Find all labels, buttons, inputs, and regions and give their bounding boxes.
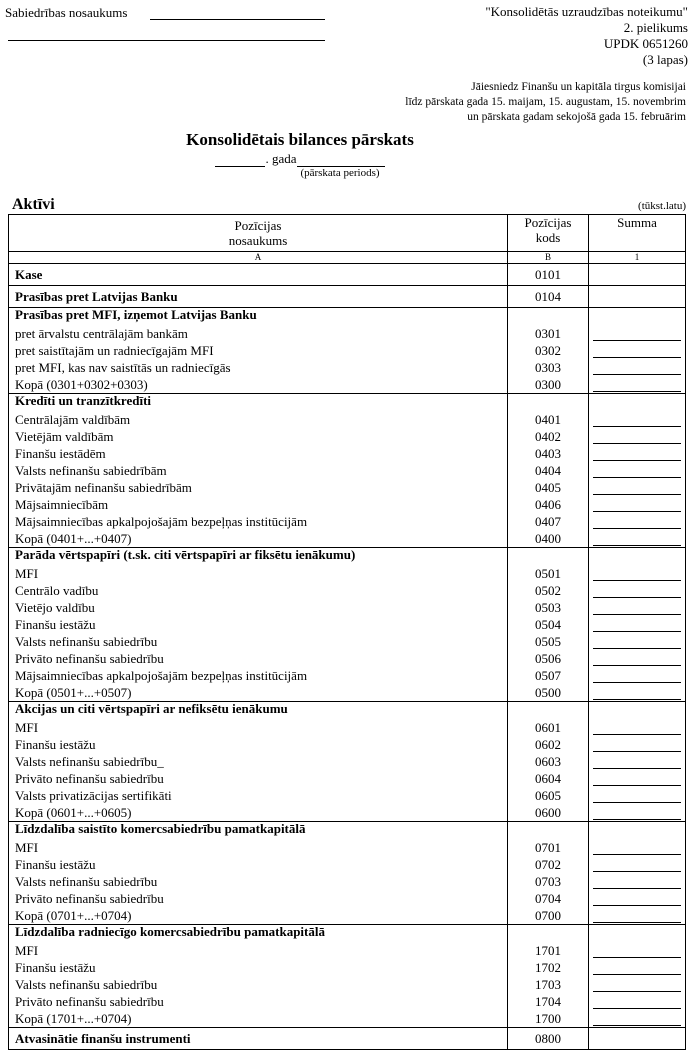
sum-input-line[interactable] [593, 648, 681, 649]
group-title: Akcijas un citi vērtspapīri ar nefiksētu ienākumu [9, 702, 508, 720]
table-row [9, 496, 686, 513]
sum-input-line[interactable] [593, 768, 681, 769]
row-code: 0101 [508, 264, 589, 286]
sum-cell[interactable] [589, 856, 686, 873]
row-code [508, 548, 589, 566]
row-label: Finanšu iestāžu [9, 736, 508, 753]
row-label: MFI [9, 942, 508, 959]
row-label: Kopā (0501+...+0507) [9, 684, 508, 702]
row-label: Prasības pret Latvijas Banku [9, 286, 508, 308]
row-code: 0403 [508, 445, 589, 462]
row-code: 0401 [508, 411, 589, 428]
sum-cell[interactable] [589, 286, 686, 308]
table-row [9, 736, 686, 753]
row-code: 0507 [508, 667, 589, 684]
sum-cell [589, 822, 686, 840]
row-code: 0800 [508, 1028, 589, 1050]
sum-cell[interactable] [589, 890, 686, 907]
row-code: 1702 [508, 959, 589, 976]
column-letter-1: 1 [589, 252, 686, 264]
table-row [9, 787, 686, 804]
row-code: 0601 [508, 719, 589, 736]
sum-cell[interactable] [589, 787, 686, 804]
sum-cell[interactable] [589, 839, 686, 856]
units-label: (tūkst.latu) [638, 200, 686, 212]
sum-cell[interactable] [589, 530, 686, 548]
row-code: 0503 [508, 599, 589, 616]
company-name-line[interactable] [150, 19, 325, 20]
table-body [9, 264, 686, 1050]
sum-input-line[interactable] [593, 597, 681, 598]
table-row [9, 633, 686, 650]
sum-input-line[interactable] [593, 802, 681, 803]
row-code: 0500 [508, 684, 589, 702]
row-code: 0405 [508, 479, 589, 496]
year-input-line[interactable] [215, 154, 265, 167]
sum-input-line[interactable] [593, 957, 681, 958]
row-label: pret MFI, kas nav saistītās un radniecīgās [9, 359, 508, 376]
sum-cell[interactable] [589, 496, 686, 513]
year-suffix: . gada [265, 151, 297, 166]
sum-input-line[interactable] [593, 528, 681, 529]
sum-input-line[interactable] [593, 1025, 681, 1026]
sum-cell[interactable] [589, 667, 686, 684]
sum-input-line[interactable] [593, 426, 681, 427]
group-title: Prasības pret MFI, izņemot Latvijas Banku [9, 308, 508, 326]
sum-input-line[interactable] [593, 665, 681, 666]
sum-cell[interactable] [589, 479, 686, 496]
sum-input-line[interactable] [593, 888, 681, 889]
period-input-line[interactable] [297, 154, 385, 167]
row-code: 0407 [508, 513, 589, 530]
table-row [9, 462, 686, 479]
sum-cell[interactable] [589, 376, 686, 394]
row-label: Kopā (0701+...+0704) [9, 907, 508, 925]
row-code [508, 822, 589, 840]
row-code: 0701 [508, 839, 589, 856]
group-title: Līdzdalība saistīto komercsabiedrību pamatkapitālā [9, 822, 508, 840]
row-code: 1700 [508, 1010, 589, 1028]
row-label: Valsts privatizācijas sertifikāti [9, 787, 508, 804]
year-line [0, 151, 600, 167]
table-row [9, 667, 686, 684]
sum-input-line[interactable] [593, 580, 681, 581]
table-row [9, 411, 686, 428]
sum-cell[interactable] [589, 616, 686, 633]
sum-input-line[interactable] [593, 871, 681, 872]
row-label: Privāto nefinanšu sabiedrību [9, 650, 508, 667]
form-code: UPDK 0651260 [603, 36, 688, 51]
table-row [9, 308, 686, 326]
sum-input-line[interactable] [593, 991, 681, 992]
row-label: Valsts nefinanšu sabiedrību_ [9, 753, 508, 770]
table-row [9, 565, 686, 582]
group-title: Kredīti un tranzītkredīti [9, 394, 508, 412]
sum-cell [589, 394, 686, 412]
sum-input-line[interactable] [593, 374, 681, 375]
page-count: (3 lapas) [642, 52, 688, 67]
sum-cell[interactable] [589, 264, 686, 286]
row-label: Valsts nefinanšu sabiedrībām [9, 462, 508, 479]
table-row [9, 479, 686, 496]
appendix-number: 2. pielikums [623, 20, 688, 35]
sum-cell[interactable] [589, 1028, 686, 1050]
column-header-name [9, 215, 508, 252]
sum-input-line[interactable] [593, 682, 681, 683]
table-row [9, 684, 686, 702]
sum-input-line[interactable] [593, 699, 681, 700]
row-label: Vietējām valdībām [9, 428, 508, 445]
row-label: pret ārvalstu centrālajām bankām [9, 325, 508, 342]
sum-input-line[interactable] [593, 734, 681, 735]
sum-cell[interactable] [589, 513, 686, 530]
sum-cell[interactable] [589, 462, 686, 479]
row-label: Kopā (0401+...+0407) [9, 530, 508, 548]
sum-cell[interactable] [589, 804, 686, 822]
sum-cell[interactable] [589, 770, 686, 787]
sum-input-line[interactable] [593, 854, 681, 855]
row-code: 0702 [508, 856, 589, 873]
sum-input-line[interactable] [593, 511, 681, 512]
sum-cell[interactable] [589, 976, 686, 993]
column-header-code-line-2: kods [535, 230, 561, 245]
sum-cell[interactable] [589, 633, 686, 650]
submission-notice [286, 80, 686, 125]
sum-input-line[interactable] [593, 443, 681, 444]
table-row [9, 264, 686, 286]
sum-cell[interactable] [589, 753, 686, 770]
row-label: Kopā (0601+...+0605) [9, 804, 508, 822]
sum-cell[interactable] [589, 582, 686, 599]
sum-input-line[interactable] [593, 1008, 681, 1009]
row-code: 0703 [508, 873, 589, 890]
sum-cell [589, 308, 686, 326]
sum-cell [589, 702, 686, 720]
table-row [9, 959, 686, 976]
column-header-code [508, 215, 589, 252]
column-header-code-line-1: Pozīcijas [524, 215, 572, 230]
row-label: Kopā (1701+...+0704) [9, 1010, 508, 1028]
row-code: 0402 [508, 428, 589, 445]
table-row [9, 719, 686, 736]
sum-input-line[interactable] [593, 905, 681, 906]
regulation-title: "Konsolidētās uzraudzības noteikumu" [485, 4, 688, 19]
row-code: 0501 [508, 565, 589, 582]
table-row [9, 804, 686, 822]
table-row [9, 993, 686, 1010]
column-header-sum: Summa [589, 215, 686, 252]
table-row [9, 753, 686, 770]
table-row [9, 530, 686, 548]
row-label: Privāto nefinanšu sabiedrību [9, 993, 508, 1010]
sum-cell[interactable] [589, 325, 686, 342]
row-code: 0704 [508, 890, 589, 907]
column-letter-b: B [508, 252, 589, 264]
table-row [9, 548, 686, 566]
sum-input-line[interactable] [593, 477, 681, 478]
row-label: Atvasinātie finanšu instrumenti [9, 1028, 508, 1050]
row-code: 0505 [508, 633, 589, 650]
row-label: Finanšu iestāžu [9, 959, 508, 976]
row-code: 0104 [508, 286, 589, 308]
sum-cell[interactable] [589, 907, 686, 925]
row-label: Valsts nefinanšu sabiedrību [9, 633, 508, 650]
row-code: 1701 [508, 942, 589, 959]
balance-table [8, 214, 686, 1050]
sum-input-line[interactable] [593, 631, 681, 632]
row-code [508, 308, 589, 326]
table-row [9, 286, 686, 308]
sum-input-line[interactable] [593, 340, 681, 341]
row-code: 0300 [508, 376, 589, 394]
table-row [9, 907, 686, 925]
row-code: 0600 [508, 804, 589, 822]
row-code: 0404 [508, 462, 589, 479]
sum-cell[interactable] [589, 445, 686, 462]
report-title: Konsolidētais bilances pārskats [186, 130, 414, 149]
table-row [9, 428, 686, 445]
row-code [508, 394, 589, 412]
sum-input-line[interactable] [593, 974, 681, 975]
row-code: 0700 [508, 907, 589, 925]
row-label: Mājsaimniecības apkalpojošajām bezpeļņas institūcijām [9, 667, 508, 684]
column-header-name-line-1: Pozīcijas [234, 218, 282, 233]
row-label: Valsts nefinanšu sabiedrību [9, 976, 508, 993]
sum-cell[interactable] [589, 684, 686, 702]
sum-cell[interactable] [589, 650, 686, 667]
table-row [9, 445, 686, 462]
sum-cell[interactable] [589, 719, 686, 736]
table-row [9, 359, 686, 376]
sum-cell[interactable] [589, 342, 686, 359]
row-label: MFI [9, 839, 508, 856]
company-name-line-2[interactable] [8, 40, 325, 41]
row-label: Kase [9, 264, 508, 286]
row-label: MFI [9, 565, 508, 582]
table-row [9, 702, 686, 720]
row-label: MFI [9, 719, 508, 736]
table-row [9, 942, 686, 959]
row-code: 0504 [508, 616, 589, 633]
period-caption: (pārskata periods) [300, 167, 380, 179]
row-code: 0602 [508, 736, 589, 753]
row-code [508, 925, 589, 943]
table-row [9, 873, 686, 890]
sum-cell[interactable] [589, 599, 686, 616]
sum-input-line[interactable] [593, 614, 681, 615]
sum-cell [589, 548, 686, 566]
table-row [9, 342, 686, 359]
table-row [9, 839, 686, 856]
table-row [9, 599, 686, 616]
sum-cell[interactable] [589, 411, 686, 428]
sum-cell[interactable] [589, 736, 686, 753]
table-row [9, 513, 686, 530]
section-title: Aktīvi [12, 196, 55, 213]
row-label: Kopā (0301+0302+0303) [9, 376, 508, 394]
row-label: Finanšu iestādēm [9, 445, 508, 462]
sum-cell[interactable] [589, 993, 686, 1010]
row-code: 0506 [508, 650, 589, 667]
table-row [9, 822, 686, 840]
table-row [9, 325, 686, 342]
row-code: 0605 [508, 787, 589, 804]
row-code [508, 702, 589, 720]
row-code: 0603 [508, 753, 589, 770]
sum-input-line[interactable] [593, 494, 681, 495]
sum-cell [589, 925, 686, 943]
row-label: Finanšu iestāžu [9, 856, 508, 873]
table-row [9, 856, 686, 873]
row-label: Mājsaimniecības apkalpojošajām bezpeļņas institūcijām [9, 513, 508, 530]
row-code: 0400 [508, 530, 589, 548]
row-code: 0502 [508, 582, 589, 599]
sum-cell[interactable] [589, 873, 686, 890]
row-label: Centrālajām valdībām [9, 411, 508, 428]
row-code: 0406 [508, 496, 589, 513]
column-letters-row [9, 252, 686, 264]
sum-cell[interactable] [589, 428, 686, 445]
sum-cell[interactable] [589, 359, 686, 376]
sum-cell[interactable] [589, 959, 686, 976]
notice-line-2: līdz pārskata gada 15. maijam, 15. augustam, 15. novembrim [405, 96, 686, 108]
table-row [9, 1028, 686, 1050]
row-code: 1704 [508, 993, 589, 1010]
table-row [9, 376, 686, 394]
row-label: Vietējo valdību [9, 599, 508, 616]
row-code: 0303 [508, 359, 589, 376]
table-row [9, 1010, 686, 1028]
sum-input-line[interactable] [593, 785, 681, 786]
row-label: Centrālo vadību [9, 582, 508, 599]
row-label: Mājsaimniecībām [9, 496, 508, 513]
column-header-name-line-2: nosaukums [228, 233, 288, 248]
sum-cell[interactable] [589, 942, 686, 959]
column-letter-a: A [9, 252, 508, 264]
group-title: Parāda vērtspapīri (t.sk. citi vērtspapīri ar fiksētu ienākumu) [9, 548, 508, 566]
row-code: 0301 [508, 325, 589, 342]
sum-cell[interactable] [589, 1010, 686, 1028]
notice-line-1: Jāiesniedz Finanšu un kapitāla tirgus komisijai [471, 81, 686, 93]
company-name-label: Sabiedrības nosaukums [5, 5, 128, 20]
sum-cell[interactable] [589, 565, 686, 582]
table-row [9, 890, 686, 907]
row-code: 0604 [508, 770, 589, 787]
table-header-row [9, 215, 686, 252]
row-label: Valsts nefinanšu sabiedrību [9, 873, 508, 890]
notice-line-3: un pārskata gadam sekojošā gada 15. februārim [467, 111, 686, 123]
row-label: Privāto nefinanšu sabiedrību [9, 770, 508, 787]
sum-input-line[interactable] [593, 922, 681, 923]
row-label: Privātajām nefinanšu sabiedrībām [9, 479, 508, 496]
sum-input-line[interactable] [593, 545, 681, 546]
sum-input-line[interactable] [593, 460, 681, 461]
table-row [9, 976, 686, 993]
table-row [9, 394, 686, 412]
header-block [388, 4, 688, 68]
row-label: Privāto nefinanšu sabiedrību [9, 890, 508, 907]
sum-input-line[interactable] [593, 751, 681, 752]
table-row [9, 650, 686, 667]
group-title: Līdzdalība radniecīgo komercsabiedrību pamatkapitālā [9, 925, 508, 943]
table-row [9, 616, 686, 633]
table-row [9, 925, 686, 943]
table-row [9, 582, 686, 599]
row-label: pret saistītajām un radniecīgajām MFI [9, 342, 508, 359]
sum-input-line[interactable] [593, 819, 681, 820]
row-code: 0302 [508, 342, 589, 359]
row-code: 1703 [508, 976, 589, 993]
sum-input-line[interactable] [593, 357, 681, 358]
row-label: Finanšu iestāžu [9, 616, 508, 633]
sum-input-line[interactable] [593, 391, 681, 392]
table-row [9, 770, 686, 787]
